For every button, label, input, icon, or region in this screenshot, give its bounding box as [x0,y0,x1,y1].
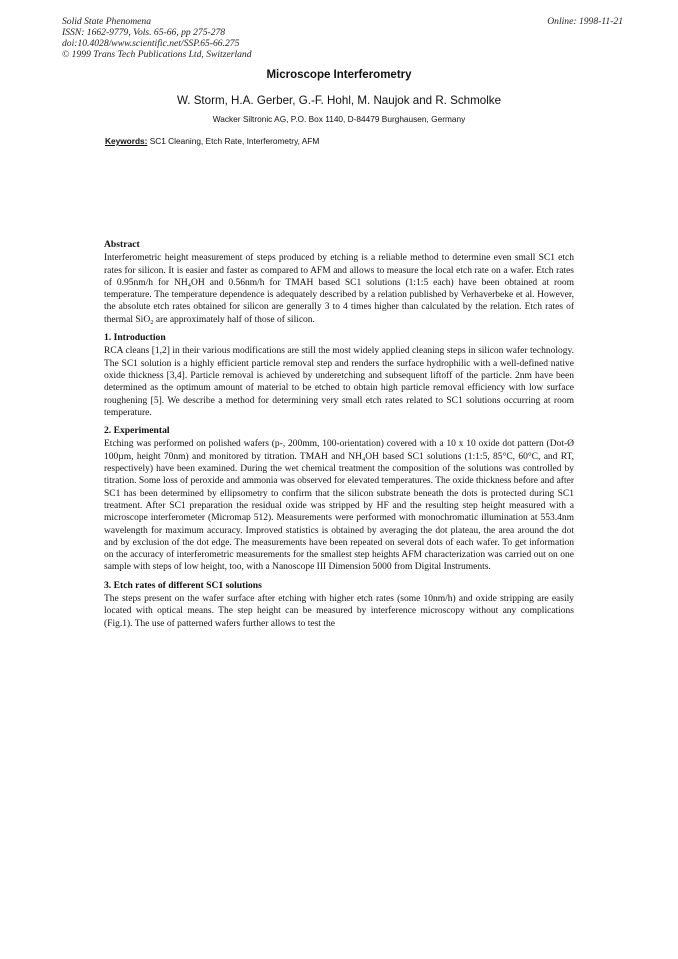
journal-name: Solid State Phenomena [62,16,151,27]
section-text: Etching was performed on polished wafers (p-, 200mm, 100-orientation) covered with a 10 x 10 oxide dot pattern (Dot-Ø 100µm, height 70nm) and monitored by titration. TMAH and NH₄OH based SC1 solutions (1:1:5, 85°C, 60°C, and RT, respectively) have been examined. During the wet chemical treatment the composition of the solutions was controlled by titration. Some loss of peroxide and ammonia was observed for elevated temperatures. The oxide thickness before and after SC1 has been determined by ellipsometry to confirm that the silicon substrate beneath the dots is protected during SC1 treatment. After SC1 preparation the residual oxide was stripped by HF and the resulting step height measured with a microscope interferometer (Micromap 512). Measurements were performed with monochromatic illumination at 553.4nm wavelength for maximum accuracy. Improved statistics is obtained by averaging the dot plateau, the area around the dot and by exclusion of the dot edge. The measurements have been repeated on several dots of each wafer. To get information on the accuracy of interferometric measurements for the smallest step heights AFM characterization was carried out on one sample with steps of low height, too, with a Nanoscope III Dimension 5000 from Digital Instruments. [104,439,574,573]
issn-line: ISSN: 1662-9779, Vols. 65-66, pp 275-278 [62,27,226,38]
keywords-text: SC1 Cleaning, Etch Rate, Interferometry, AFM [149,136,320,146]
copyright-line: © 1999 Trans Tech Publications Ltd, Switzerland [62,49,252,60]
abstract-text: Interferometric height measurement of steps produced by etching is a reliable method to determine even small SC1 etch rates for silicon. It is easier and faster as compared to AFM and allows to measure the local etch rate on a wafer. Etch rates of 0.95nm/h for NH₄OH and 0.56nm/h for TMAH based SC1 solutions (1:1:5 each) have been obtained at room temperature. The temperature dependence is adequately described by a relation published by Verhaverbeke et al. However, the absolute etch rates obtained for silicon are generally 3 to 4 times higher than calculated by the relation. Etch rates of thermal SiO₂ are approximately half of those of silicon. [104,253,574,325]
paper-title: Microscope Interferometry [266,69,412,81]
abstract-heading: Abstract [104,239,140,250]
section-heading: 1. Introduction [104,332,166,344]
author-list: W. Storm, H.A. Gerber, G.-F. Hohl, M. Naujok and R. Schmolke [176,94,502,107]
section-text: The steps present on the wafer surface after etching with higher etch rates (some 10nm/h) and oxide stripping are easily located with optical means. The step height can be measured by interference microscopy without any complications (Fig.1). The use of patterned wafers further allows to test the [104,594,574,629]
doi-line: doi:10.4028/www.scientific.net/SSP.65-66.275 [62,38,240,49]
paper-body [104,239,574,636]
keywords-line [105,136,319,146]
journal-header [62,16,623,60]
section-text: RCA cleans [1,2] in their various modifications are still the most widely applied cleaning steps in silicon wafer technology. The SC1 solution is a highly efficient particle removal step and renders the surface hydrophilic with a well-defined native oxide thickness [3,4]. Particle removal is achieved by underetching and subsequent liftoff of the particle. 2nm have been determined as the optimum amount of material to be etched to obtain high particle removal efficiency with low surface roughening [5]. We describe a method for determining very small etch rates related to SC1 solutions occurring at room temperature. [104,346,574,418]
affiliation: Wacker Siltronic AG, P.O. Box 1140, D-84479 Burghausen, Germany [212,114,466,124]
section-heading: 3. Etch rates of different SC1 solutions [104,579,262,591]
online-date: Online: 1998-11-21 [547,16,623,27]
section-heading: 2. Experimental [104,425,170,437]
keywords-label: Keywords: [105,136,148,146]
